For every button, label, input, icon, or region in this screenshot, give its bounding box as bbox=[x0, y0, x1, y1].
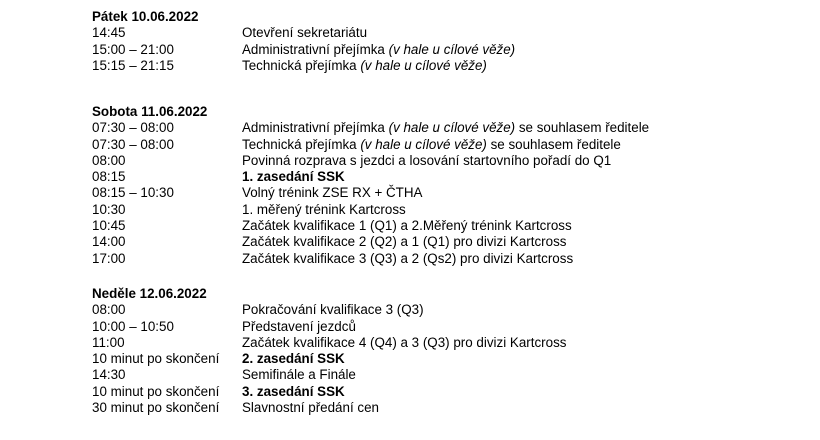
event-text: Začátek kvalifikace 1 (Q1) a 2.Měřený trénink Kartcross bbox=[242, 218, 572, 234]
schedule-time: 08:00 bbox=[92, 152, 126, 168]
event-text: Technická přejímka bbox=[242, 57, 361, 73]
event-text: Povinná rozprava s jezdci a losování startovního pořadí do Q1 bbox=[242, 152, 612, 168]
event-text: 2. zasedání SSK bbox=[242, 351, 345, 367]
event-location-note: (v hale u cílové věže) bbox=[388, 120, 516, 136]
day-section bbox=[92, 9, 792, 74]
schedule-row bbox=[92, 120, 792, 136]
schedule-time: 17:00 bbox=[92, 250, 126, 266]
event-text: 1. zasedání SSK bbox=[242, 169, 345, 185]
schedule-time: 14:00 bbox=[92, 234, 126, 250]
schedule-time: 08:15 – 10:30 bbox=[92, 185, 174, 201]
schedule-time: 14:45 bbox=[92, 25, 126, 41]
schedule-event bbox=[242, 169, 345, 185]
schedule-event bbox=[242, 42, 515, 58]
schedule-row bbox=[92, 234, 792, 250]
schedule-event bbox=[242, 234, 566, 250]
schedule-event bbox=[242, 58, 487, 74]
schedule-time: 11:00 bbox=[92, 334, 125, 350]
event-text: Administrativní přejímka bbox=[242, 120, 389, 136]
event-suffix: se souhlasem ředitele bbox=[515, 120, 650, 136]
schedule-event bbox=[242, 367, 356, 383]
schedule-row bbox=[92, 185, 792, 201]
event-text: 1. měřený trénink Kartcross bbox=[242, 201, 406, 217]
schedule-row bbox=[92, 400, 792, 416]
schedule-event bbox=[242, 25, 367, 41]
schedule-row bbox=[92, 351, 792, 367]
schedule-row bbox=[92, 137, 792, 153]
schedule-time: 08:00 bbox=[92, 302, 126, 318]
event-suffix: se souhlasem ředitele bbox=[486, 136, 621, 152]
event-text: Začátek kvalifikace 2 (Q2) a 1 (Q1) pro divizi Kartcross bbox=[242, 234, 567, 250]
schedule-row bbox=[92, 384, 792, 400]
schedule-time: 30 minut po skončení bbox=[92, 400, 220, 416]
schedule-time: 10 minut po skončení bbox=[92, 351, 220, 367]
schedule-event bbox=[242, 351, 345, 367]
day-heading: Pátek 10.06.2022 bbox=[92, 9, 199, 24]
event-text: Semifinále a Finále bbox=[242, 367, 356, 383]
schedule-time: 07:30 – 08:00 bbox=[92, 136, 174, 152]
schedule-row bbox=[92, 302, 792, 318]
schedule-event bbox=[242, 319, 356, 335]
event-location-note: (v hale u cílové věže) bbox=[360, 57, 487, 73]
schedule-event bbox=[242, 153, 611, 169]
day-section bbox=[92, 286, 792, 416]
event-text: Administrativní přejímka bbox=[242, 41, 389, 57]
event-text: 3. zasedání SSK bbox=[242, 383, 345, 399]
day-section bbox=[92, 104, 792, 267]
event-text: Slavnostní předání cen bbox=[242, 400, 379, 416]
schedule-row bbox=[92, 202, 792, 218]
schedule-event bbox=[242, 400, 379, 416]
schedule-time: 10 minut po skončení bbox=[92, 383, 220, 399]
event-location-note: (v hale u cílové věže) bbox=[360, 136, 487, 152]
day-heading: Sobota 11.06.2022 bbox=[92, 104, 208, 119]
event-text: Začátek kvalifikace 4 (Q4) a 3 (Q3) pro divizi Kartcross bbox=[242, 334, 567, 350]
schedule-event bbox=[242, 384, 345, 400]
schedule-event bbox=[242, 335, 566, 351]
event-location-note: (v hale u cílové věže) bbox=[388, 41, 516, 57]
schedule-time: 15:15 – 21:15 bbox=[92, 57, 174, 73]
schedule-row bbox=[92, 153, 792, 169]
schedule-row bbox=[92, 335, 792, 351]
schedule-time: 15:00 – 21:00 bbox=[92, 41, 174, 57]
schedule-event bbox=[242, 202, 406, 218]
schedule-time: 08:15 bbox=[92, 169, 126, 185]
schedule-event bbox=[242, 137, 621, 153]
schedule-row bbox=[92, 42, 792, 58]
schedule-row bbox=[92, 251, 792, 267]
schedule-row bbox=[92, 58, 792, 74]
schedule-event bbox=[242, 251, 573, 267]
schedule-event bbox=[242, 218, 572, 234]
schedule-event bbox=[242, 185, 422, 201]
schedule-time: 07:30 – 08:00 bbox=[92, 120, 174, 136]
schedule-time: 14:30 bbox=[92, 367, 126, 383]
schedule-row bbox=[92, 367, 792, 383]
schedule-time: 10:30 bbox=[92, 201, 126, 217]
event-text: Otevření sekretariátu bbox=[242, 25, 368, 41]
schedule-row bbox=[92, 25, 792, 41]
event-text: Začátek kvalifikace 3 (Q3) a 2 (Qs2) pro divizi Kartcross bbox=[242, 250, 574, 266]
event-text: Pokračování kvalifikace 3 (Q3) bbox=[242, 302, 424, 318]
schedule-event bbox=[242, 302, 424, 318]
day-heading: Neděle 12.06.2022 bbox=[92, 286, 207, 301]
schedule-time: 10:45 bbox=[92, 218, 126, 234]
schedule-event bbox=[242, 120, 649, 136]
event-text: Volný trénink ZSE RX + ČTHA bbox=[242, 185, 423, 201]
schedule-row bbox=[92, 319, 792, 335]
schedule-time: 10:00 – 10:50 bbox=[92, 318, 174, 334]
event-text: Technická přejímka bbox=[242, 136, 361, 152]
schedule-row bbox=[92, 218, 792, 234]
event-text: Představení jezdců bbox=[242, 318, 356, 334]
schedule-row bbox=[92, 169, 792, 185]
